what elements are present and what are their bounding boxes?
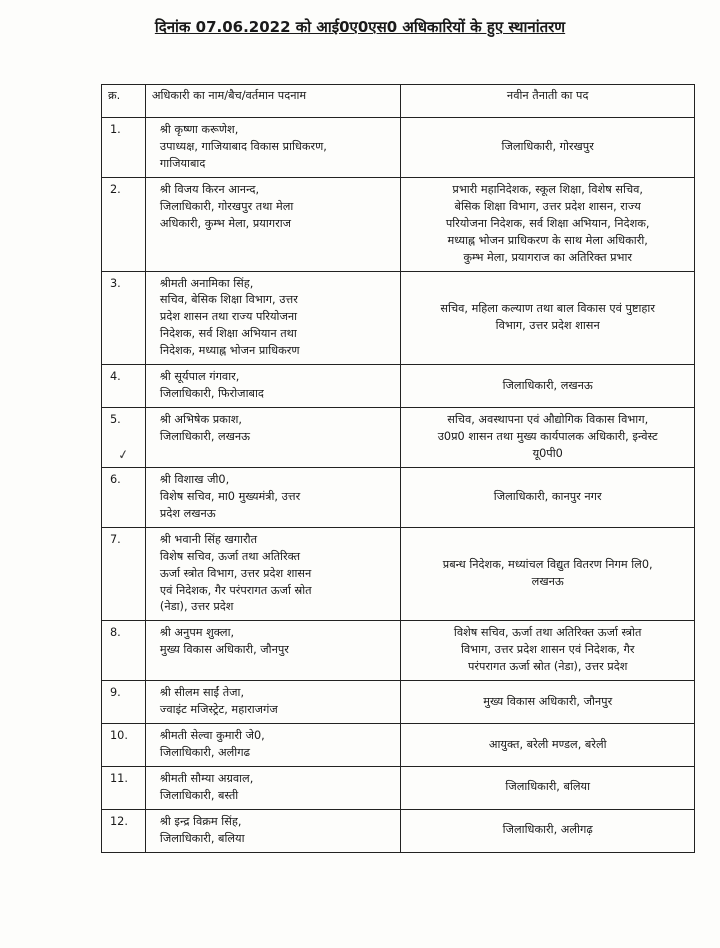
officer-line: प्रदेश लखनऊ: [159, 506, 216, 520]
new-post: [401, 177, 695, 271]
table-row: [102, 766, 695, 809]
officer-details: [145, 621, 401, 681]
officer-line: निदेशक, सर्व शिक्षा अभियान तथा: [159, 327, 297, 341]
officer-details: [145, 365, 401, 408]
new-post: [401, 681, 695, 724]
new-post-line: जिलाधिकारी, लखनऊ: [502, 378, 593, 392]
serial-number: 2.: [102, 177, 146, 271]
officer-line: विशेष सचिव, ऊर्जा तथा अतिरिक्त: [159, 549, 301, 563]
new-post-line: मध्याह्न भोजन प्राधिकरण के साथ मेला अधिकारी,: [447, 233, 648, 247]
table-row: [102, 365, 695, 408]
header-new-post: नवीन तैनाती का पद: [401, 85, 695, 118]
table-row: [102, 527, 695, 621]
officer-line: श्री विजय किरन आनन्द,: [159, 182, 260, 196]
officer-details: [145, 408, 401, 468]
new-post-line: लखनऊ: [531, 575, 564, 589]
officer-details: [145, 681, 401, 724]
new-post-line: बेसिक शिक्षा विभाग, उत्तर प्रदेश शासन, राज्य: [454, 199, 641, 213]
officer-line: श्री अभिषेक प्रकाश,: [159, 413, 243, 427]
officer-line: मुख्य विकास अधिकारी, जौनपुर: [159, 643, 289, 657]
officer-line: ज्वाइंट मजिस्ट्रेट, महाराजगंज: [159, 703, 278, 717]
officer-line: जिलाधिकारी, बस्ती: [159, 788, 239, 802]
new-post: [401, 271, 695, 365]
new-post-line: परंपरागत ऊर्जा स्रोत (नेडा), उत्तर प्रदेश: [467, 660, 628, 674]
officer-line: जिलाधिकारी, गोरखपुर तथा मेला: [159, 199, 294, 213]
officer-line: श्रीमती सेल्वा कुमारी जे0,: [159, 729, 265, 743]
serial-number: 7.: [102, 527, 146, 621]
officer-details: [145, 118, 401, 178]
table-row: [102, 681, 695, 724]
new-post-line: कुम्भ मेला, प्रयागराज का अतिरिक्त प्रभार: [463, 250, 633, 264]
new-post: [401, 724, 695, 767]
new-post-line: जिलाधिकारी, कानपुर नगर: [493, 489, 602, 503]
officer-details: [145, 766, 401, 809]
serial-number: 5.: [102, 408, 146, 468]
officer-line: उपाध्यक्ष, गाजियाबाद विकास प्राधिकरण,: [159, 139, 327, 153]
table-row: [102, 177, 695, 271]
new-post: [401, 467, 695, 527]
serial-number: 11.: [102, 766, 146, 809]
officer-line: जिलाधिकारी, बलिया: [159, 831, 245, 845]
officer-details: [145, 467, 401, 527]
header-officer: अधिकारी का नाम/बैच/वर्तमान पदनाम: [145, 85, 401, 118]
table-row: [102, 271, 695, 365]
officer-line: श्री अनुपम शुक्ला,: [159, 626, 235, 640]
new-post-line: जिलाधिकारी, गोरखपुर: [501, 139, 594, 153]
officer-line: गाजियाबाद: [159, 156, 206, 170]
officer-line: जिलाधिकारी, फिरोजाबाद: [159, 387, 264, 401]
new-post-line: सचिव, महिला कल्याण तथा बाल विकास एवं पुष्टाहार: [440, 301, 655, 315]
table-row: [102, 408, 695, 468]
serial-number: 10.: [102, 724, 146, 767]
serial-number: 12.: [102, 809, 146, 852]
new-post-line: विभाग, उत्तर प्रदेश शासन: [495, 318, 600, 332]
new-post-line: परियोजना निदेशक, सर्व शिक्षा अभियान, निदेशक,: [445, 216, 650, 230]
new-post: [401, 527, 695, 621]
officer-line: श्री सीलम साईं तेजा,: [159, 686, 245, 700]
new-post: [401, 809, 695, 852]
table-row: [102, 724, 695, 767]
officer-line: श्री इन्द्र विक्रम सिंह,: [159, 814, 242, 828]
serial-number: 3.: [102, 271, 146, 365]
officer-details: [145, 724, 401, 767]
new-post-line: विभाग, उत्तर प्रदेश शासन एवं निदेशक, गैर: [460, 643, 635, 657]
officer-line: एवं निदेशक, गैर परंपरागत ऊर्जा स्रोत: [159, 583, 312, 597]
new-post-line: यू0पी0: [532, 446, 563, 460]
new-post-line: विशेष सचिव, ऊर्जा तथा अतिरिक्त ऊर्जा स्त्रोत: [453, 626, 642, 640]
officer-line: निदेशक, मध्याह्न भोजन प्राधिकरण: [159, 344, 300, 358]
header-sno: क्र.: [102, 85, 146, 118]
officer-line: सचिव, बेसिक शिक्षा विभाग, उत्तर: [159, 293, 298, 307]
table-row: [102, 467, 695, 527]
officer-line: (नेडा), उत्तर प्रदेश: [159, 600, 234, 614]
officer-line: श्रीमती अनामिका सिंह,: [159, 276, 254, 290]
officer-line: श्री भवानी सिंह खगारौत: [159, 532, 258, 546]
new-post-line: प्रबन्ध निदेशक, मध्यांचल विद्युत वितरण निगम लि0,: [442, 558, 653, 572]
serial-number: 9.: [102, 681, 146, 724]
officer-details: [145, 177, 401, 271]
new-post-line: जिलाधिकारी, बलिया: [505, 780, 591, 794]
officer-line: अधिकारी, कुम्भ मेला, प्रयागराज: [159, 216, 292, 230]
table-header-row: [102, 85, 695, 118]
table-row: [102, 809, 695, 852]
officer-line: जिलाधिकारी, लखनऊ: [159, 430, 251, 443]
officer-line: श्रीमती सौम्या अग्रवाल,: [159, 771, 254, 785]
officer-line: श्री विशाख जी0,: [159, 472, 230, 486]
officer-details: [145, 271, 401, 365]
check-mark-icon: ✓: [116, 447, 131, 464]
serial-number: 4.: [102, 365, 146, 408]
table-row: [102, 118, 695, 178]
officer-line: प्रदेश शासन तथा राज्य परियोजना: [159, 310, 298, 324]
new-post-line: जिलाधिकारी, अलीगढ़: [502, 823, 593, 837]
transfer-table: [101, 84, 695, 853]
officer-details: [145, 527, 401, 621]
officer-line: श्री कृष्णा करूणेश,: [159, 123, 239, 136]
officer-line: विशेष सचिव, मा0 मुख्यमंत्री, उत्तर: [159, 489, 301, 503]
officer-line: श्री सूर्यपाल गंगवार,: [159, 370, 240, 384]
new-post-line: आयुक्त, बरेली मण्डल, बरेली: [488, 737, 607, 751]
new-post: [401, 621, 695, 681]
serial-number: 8.: [102, 621, 146, 681]
new-post: [401, 408, 695, 468]
new-post: [401, 118, 695, 178]
table-row: [102, 621, 695, 681]
new-post-line: सचिव, अवस्थापना एवं औद्योगिक विकास विभाग,: [447, 413, 649, 427]
new-post-line: प्रभारी महानिदेशक, स्कूल शिक्षा, विशेष सचिव,: [452, 182, 643, 196]
serial-number: 1.: [102, 118, 146, 178]
officer-line: जिलाधिकारी, अलीगढ: [159, 746, 250, 759]
officer-line: ऊर्जा स्त्रोत विभाग, उत्तर प्रदेश शासन: [159, 566, 312, 580]
new-post-line: मुख्य विकास अधिकारी, जौनपुर: [483, 694, 613, 708]
new-post: [401, 365, 695, 408]
page-title: दिनांक 07.06.2022 को आई0ए0एस0 अधिकारियों के हुए स्थानांतरण: [154, 18, 566, 36]
new-post: [401, 766, 695, 809]
serial-number: 6.: [102, 467, 146, 527]
new-post-line: उ0प्र0 शासन तथा मुख्य कार्यपालक अधिकारी, इन्वेस्ट: [437, 430, 658, 443]
officer-details: [145, 809, 401, 852]
